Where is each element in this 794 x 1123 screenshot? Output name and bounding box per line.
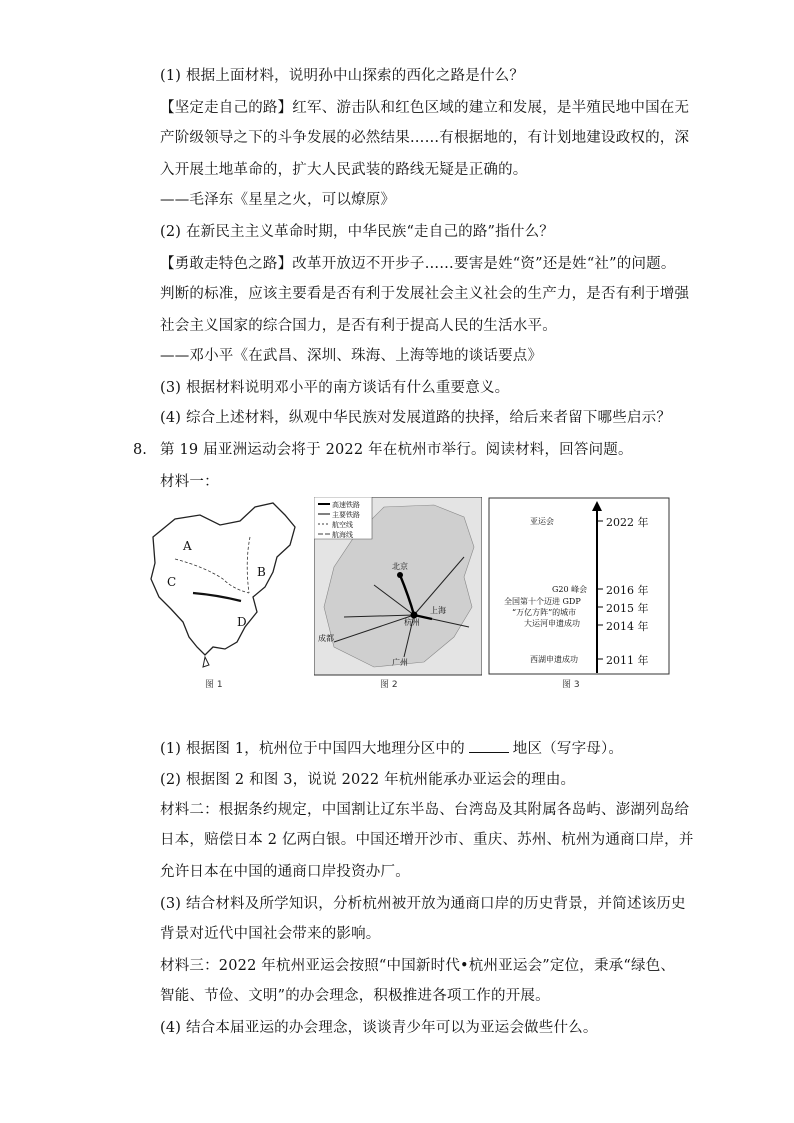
legend-item: 航海线 [332,531,353,539]
figure-3 [488,497,670,690]
region-label-b: B [257,565,266,579]
timeline-event: 大运河申遗成功 [524,619,580,628]
material-line: 日本，赔偿日本 2 亿两白银。中国还增开沙市、重庆、苏州、杭州为通商口岸，并 [160,832,694,848]
legend-item: 主要铁路 [332,511,360,519]
city-label-shanghai: 上海 [430,606,446,615]
timeline-year: 2016 年 [606,584,649,597]
city-label-chengdu: 成都 [318,634,334,643]
timeline-event: 亚运会 [530,517,554,526]
timeline-year: 2015 年 [606,602,649,615]
question-8-2: (2) 根据图 2 和图 3，说说 2022 年杭州能承办亚运会的理由。 [160,772,576,788]
figure-1 [145,497,305,690]
material-line: 产阶级领导之下的斗争发展的必然结果……有根据地的，有计划地建设政权的，深 [160,130,690,146]
material-line: 【坚定走自己的路】红军、游击队和红色区域的建立和发展，是半殖民地中国在无 [160,100,690,116]
question-7-1: (1) 根据上面材料，说明孙中山探索的西化之路是什么？ [160,68,525,84]
figure-2 [314,497,482,690]
timeline-year: 2014 年 [606,620,649,633]
question-8-3: (3) 结合材料及所学知识，分析杭州被开放为通商口岸的历史背景，并简述该历史 [160,896,686,912]
timeline-event: G20 峰会 [552,585,588,594]
legend-item: 高速铁路 [332,501,360,509]
material-line: 判断的标准，应该主要看是否有利于发展社会主义社会的生产力，是否有利于增强 [160,286,690,302]
question-8-1 [160,738,623,759]
city-label-guangzhou: 广州 [392,658,408,667]
material-line: 入开展土地革命的，扩大人民武装的路线无疑是正确的。 [160,162,528,178]
region-label-d: D [237,615,247,629]
question-7-4: (4) 综合上述材料，纵观中华民族对发展道路的抉择，给后来者留下哪些启示？ [160,410,672,426]
china-map [145,497,305,687]
material-heading: 材料一： [160,474,219,490]
material-line: 材料二：根据条约规定，中国割让辽东半岛、台湾岛及其附属各岛屿、澎湖列岛给 [160,802,690,818]
timeline-year: 2022 年 [606,516,649,529]
figure-3-caption: 图 3 [562,680,580,690]
source-citation: ——邓小平《在武昌、深圳、珠海、上海等地的谈话要点》 [160,348,543,364]
material-line: 智能、节俭、文明”的办会理念，积极推进各项工作的开展。 [160,988,550,1004]
material-line: 社会主义国家的综合国力，是否有利于提高人民的生活水平。 [160,318,557,334]
region-label-c: C [167,575,177,589]
figure-1-caption: 图 1 [205,680,223,690]
material-line: 【勇敢走特色之路】改革开放迈不开步子……要害是姓“资”还是姓“社”的问题。 [160,256,676,272]
material-line: 允许日本在中国的通商口岸投资办厂。 [160,864,410,880]
question-8-stem: 第 19 届亚洲运动会将于 2022 年在杭州市举行。阅读材料，回答问题。 [160,442,633,458]
legend-item: 航空线 [332,521,353,529]
region-label-a: A [183,539,192,553]
question-7-2: (2) 在新民主主义革命时期，中华民族“走自己的路”指什么？ [160,224,554,240]
question-8-3-cont: 背景对近代中国社会带来的影响。 [160,926,381,942]
question-8-4: (4) 结合本届亚运的办会理念，谈谈青少年可以为亚运会做些什么。 [160,1020,598,1036]
figure-2-caption: 图 2 [380,680,398,690]
source-citation: ——毛泽东《星星之火，可以燎原》 [160,192,396,208]
question-7-3: (3) 根据材料说明邓小平的南方谈话有什么重要意义。 [160,380,510,396]
timeline-event: 全国第十个迈进 GDP [504,597,581,606]
timeline-event: 西湖申遗成功 [530,655,578,664]
city-label-hangzhou: 杭州 [404,618,420,627]
material-line: 材料三：2022 年杭州亚运会按照“中国新时代•杭州亚运会”定位，秉承“绿色、 [160,958,676,974]
question-text: 地区（写字母）。 [512,741,624,757]
question-text: (1) 根据图 1，杭州位于中国四大地理分区中的 [160,741,465,757]
answer-blank[interactable] [469,738,509,753]
map-legend [332,500,360,540]
question-number: 8. [133,442,147,458]
timeline-event: “万亿方阵”的城市 [512,608,577,617]
timeline-year: 2011 年 [606,654,649,667]
city-label-beijing: 北京 [392,562,408,571]
